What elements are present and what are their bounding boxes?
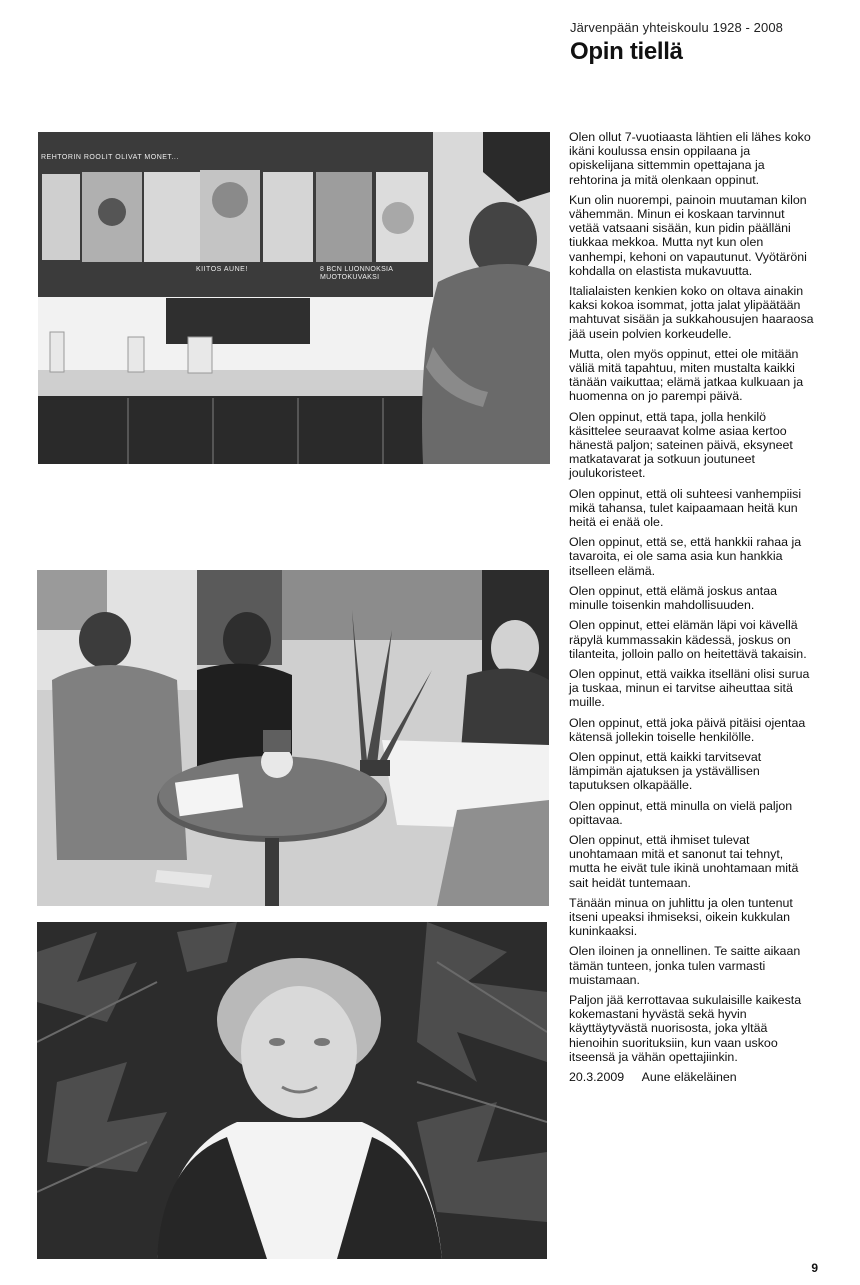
article-paragraph: Mutta, olen myös oppinut, ettei ole mitään väliä mitä tapahtuu, miten mustalta kaikki tänään vaikuttaa; elämä jatkaa kulkuaan ja huomenna on jo parempi päivä. xyxy=(569,346,804,404)
article-paragraph: Olen ollut 7-vuotiaasta lähtien eli lähes koko ikäni koulussa ensin oppilaana ja opiskelijana sittemmin opettajana ja rehtorina ja mitä olenkaan oppinut. xyxy=(569,130,811,187)
article-paragraph: Olen oppinut, että minulla on vielä paljon opittavaa. xyxy=(569,798,793,827)
article-body xyxy=(569,130,814,1084)
article-paragraph: Olen oppinut, että vaikka itselläni olisi surua ja tuskaa, minun ei tarvitse aiheuttaa sitä muille. xyxy=(569,666,810,710)
article-paragraph: Tänään minua on juhlittu ja olen tuntenut itseni upeaksi ihmiseksi, oikein kukkulan kuninkaaksi. xyxy=(569,895,793,939)
photo-meeting-table xyxy=(37,570,549,906)
article-paragraph: Paljon jää kerrottavaa sukulaisille kaikesta kokemastani hyvästä sekä hyvin käyttäytyvästä nuorisosta, joka yltää hienoihin suorituksiin, kun vaan uskoo itseensä ja vähän opettajiinkin. xyxy=(569,992,802,1064)
article-paragraph: Kun olin nuorempi, painoin muutaman kilon vähemmän. Minun ei koskaan tarvinnut vetää vatsaani sisään, kun pidin päälläni tiukkaa mekkoa. Mutta nyt kun olen vanhempi, kehoni on vapautunut. Vyötäröni kohdalla on elastista mukavuutta. xyxy=(569,192,807,278)
signature-author: Aune eläkeläinen xyxy=(641,1069,737,1084)
article-paragraph: Olen oppinut, että elämä joskus antaa minulle toisenkin mahdollisuuden. xyxy=(569,583,778,613)
portrait-wall-caption-thanks: KIITOS AUNE! xyxy=(196,266,248,273)
article-paragraph: Olen oppinut, että tapa, jolla henkilö käsittelee seuraavat kolme asiaa kertoo hänestä paljon; sateinen päivä, eksyneet matkatavarat ja sotkuun joutuneet joulukoristeet. xyxy=(569,409,793,481)
article-title: Opin tiellä xyxy=(570,38,683,65)
page-header xyxy=(570,20,820,66)
signature xyxy=(569,1070,814,1084)
article-paragraph: Olen iloinen ja onnellinen. Te saitte aikaan tämän tunteen, jonka tulen varmasti muistamaan. xyxy=(569,944,801,987)
article-paragraph: Olen oppinut, että ihmiset tulevat unohtamaan mitä et sanonut tai tehnyt, mutta he eivät tule ikinä unohtamaan mitä sait heidät tuntemaan. xyxy=(569,832,799,890)
portrait-wall-image xyxy=(38,132,550,464)
article-paragraph: Olen oppinut, että se, että hankkii rahaa ja tavaroita, ei ole sama asia kun hankkia itselleen elämä. xyxy=(569,535,802,578)
article-paragraph: Olen oppinut, että oli suhteesi vanhempiisi mikä tahansa, tulet kaipaamaan heitä kun heitä ei enää ole. xyxy=(569,486,802,530)
portrait-wall-banner: REHTORIN ROOLIT OLIVAT MONET... xyxy=(41,154,179,161)
article-paragraph: Olen oppinut, että kaikki tarvitsevat lämpimän ajatuksen ja ystävällisen taputuksen olkapäälle. xyxy=(569,749,762,793)
outdoor-portrait-image xyxy=(37,922,547,1259)
portrait-wall-caption-sketches: 8 BCN LUONNOKSIA MUOTOKUVAKSI xyxy=(320,266,393,281)
photo-portrait-wall xyxy=(38,132,550,464)
article-paragraph: Olen oppinut, ettei elämän läpi voi kävellä räpylä kummassakin kädessä, joskus on tilanteita, jolloin pallo on heitettävä takaisin. xyxy=(569,618,807,661)
publication-subtitle: Järvenpään yhteiskoulu 1928 - 2008 xyxy=(570,20,783,35)
signature-date: 20.3.2009 xyxy=(569,1069,625,1084)
article-paragraph: Italialaisten kenkien koko on oltava ainakin kaksi kokoa isommat, jotta jalat ylipäätään mahtuvat sisään ja sukkahousujen haaraosa jää usein polvien korkeudelle. xyxy=(569,284,814,341)
page-number: 9 xyxy=(811,1261,818,1275)
article-paragraph: Olen oppinut, että joka päivä pitäisi ojentaa kätensä jollekin toiselle henkilölle. xyxy=(569,715,806,744)
meeting-table-image xyxy=(37,570,549,906)
photo-outdoor-portrait xyxy=(37,922,547,1259)
